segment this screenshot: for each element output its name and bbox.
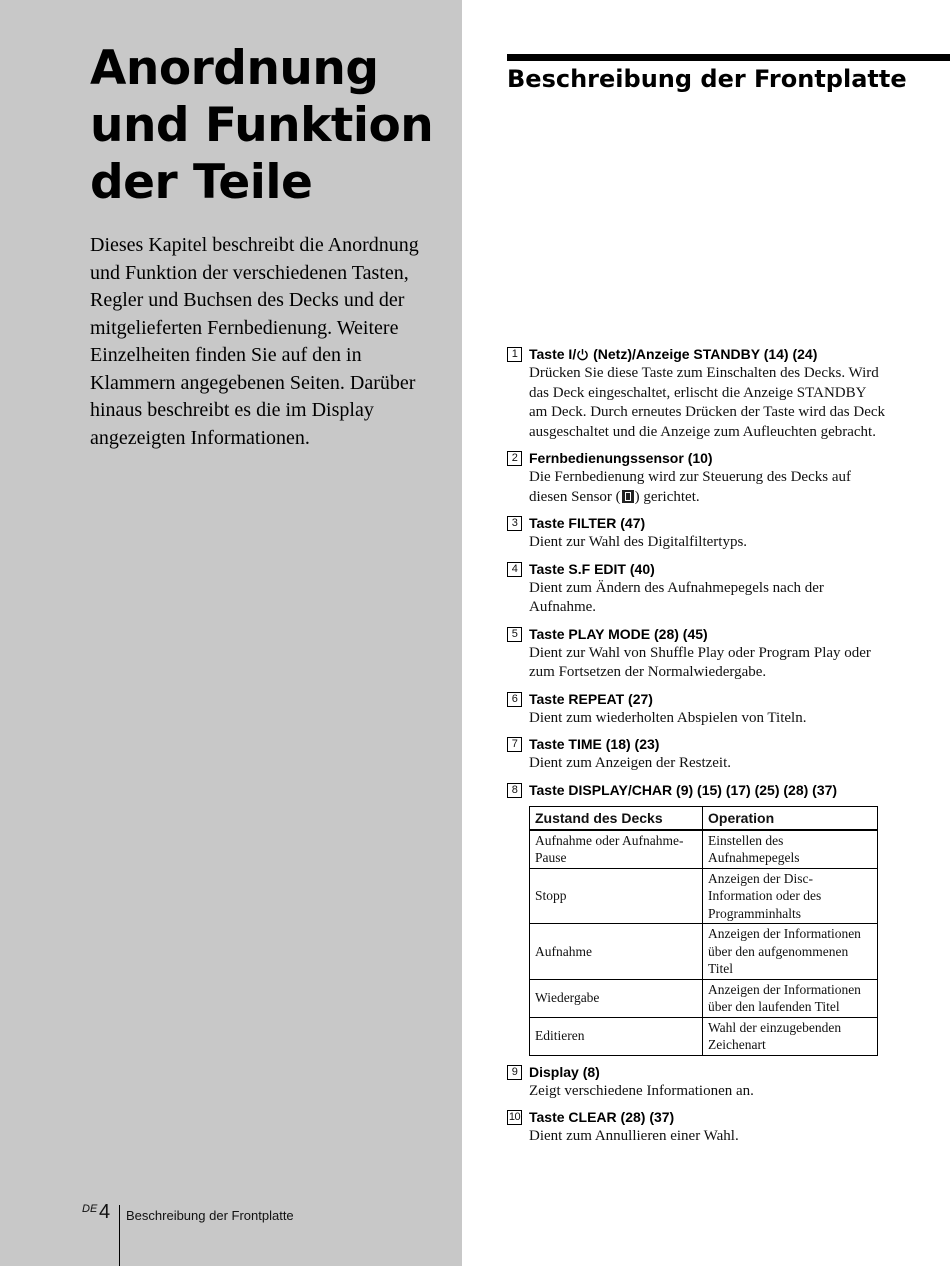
table-cell: Editieren [530,1017,703,1055]
item-description-part: ) gerichtet. [634,488,700,505]
item-number: 2 [507,451,522,466]
item-description-part: Die Fernbedienung wird zur Steuerung des Decks auf diesen Sensor ( [529,469,851,505]
item-title [529,344,887,364]
item-number: 5 [507,627,522,642]
item-number: 7 [507,737,522,752]
table-row [530,1017,878,1055]
part-list [507,344,887,1153]
list-item [507,689,887,729]
list-item [507,624,887,683]
item-description: Dient zum Ändern des Aufnahmepegels nach der Aufnahme. [529,579,824,615]
list-item [507,559,887,618]
item-title: Taste FILTER (47) [529,515,646,531]
footer-divider [119,1205,120,1266]
item-number: 6 [507,692,522,707]
section-rule [507,54,950,61]
item-title: Taste CLEAR (28) (37) [529,1109,675,1125]
item-number: 9 [507,1065,522,1080]
list-item [507,1107,887,1147]
item-description [529,468,887,507]
table-cell: Anzeigen der Informationen über den laufenden Titel [703,979,878,1017]
left-panel [0,0,462,1266]
item-title-part: Taste I/ [529,346,577,362]
deck-state-table [529,806,878,1056]
item-title: Taste PLAY MODE (28) (45) [529,625,708,642]
list-item [507,1062,887,1102]
item-number: 4 [507,562,522,577]
table-cell: Stopp [530,868,703,924]
table-row [530,979,878,1017]
item-number: 3 [507,516,522,531]
footer-page-number: 4 [99,1201,111,1223]
table-cell: Anzeigen der Informationen über den aufgenommenen Titel [703,924,878,980]
item-description: Dient zur Wahl des Digitalfiltertyps. [529,534,748,550]
item-description: Dient zum Anzeigen der Restzeit. [529,755,732,771]
item-description: Dient zum wiederholten Abspielen von Titeln. [529,709,807,726]
footer-section-title: Beschreibung der Frontplatte [126,1208,294,1223]
table-cell: Anzeigen der Disc-Information oder des Programminhalts [703,868,878,924]
section-title: Beschreibung der Frontplatte [507,65,907,93]
list-item [507,448,887,507]
item-number: 10 [508,1111,521,1123]
table-row [530,830,878,869]
item-description: Dient zum Annullieren einer Wahl. [529,1128,739,1144]
remote-sensor-icon [622,490,634,503]
footer-language: DE [82,1203,98,1215]
chapter-title: Anordnung und Funktion der Teile [90,41,434,210]
item-title: Taste TIME (18) (23) [529,736,660,752]
item-title: Taste DISPLAY/CHAR (9) (15) (17) (25) (28) (37) [529,781,838,798]
list-item [507,513,887,553]
chapter-intro: Dieses Kapitel beschreibt die Anordnung und Funktion der verschiedenen Tasten, Regler und Buchsen des Decks und der mitgelieferten Fernbedienung. Weitere Einzelheiten finden Sie auf den in Klammern angegebenen Seiten. Darüber hinaus beschreibt es die im Display angezeigten Informationen. [90,234,419,449]
table-cell: Einstellen des Aufnahmepegels [703,830,878,869]
table-header-state: Zustand des Decks [530,806,703,830]
item-title: Taste S.F EDIT (40) [529,560,655,577]
item-number: 8 [507,783,522,798]
item-number: 1 [507,347,522,362]
table-cell: Wiedergabe [530,979,703,1017]
item-title-part: (Netz)/Anzeige STANDBY (14) (24) [589,346,818,362]
item-description: Drücken Sie diese Taste zum Einschalten des Decks. Wird das Deck eingeschaltet, erlischt die Anzeige STANDBY am Deck. Durch erneutes Drücken der Taste wird das Deck ausgeschaltet und die Anzeige zum Aufleuchten gebracht. [529,365,886,440]
power-icon [576,348,589,361]
table-cell: Wahl der einzugebenden Zeichenart [703,1017,878,1055]
item-description: Dient zur Wahl von Shuffle Play oder Program Play oder zum Fortsetzen der Normalwiedergabe. [529,644,871,680]
item-title: Taste REPEAT (27) [529,690,653,707]
table-cell: Aufnahme [530,924,703,980]
item-title: Fernbedienungssensor (10) [529,450,713,466]
table-cell: Aufnahme oder Aufnahme-Pause [530,830,703,869]
list-item [507,780,887,1056]
item-title: Display (8) [529,1063,600,1080]
table-row [530,868,878,924]
list-item [507,734,887,774]
table-header-row [530,806,878,830]
list-item [507,344,887,442]
item-description: Zeigt verschiedene Informationen an. [529,1082,754,1099]
table-header-operation: Operation [703,806,878,830]
table-row [530,924,878,980]
